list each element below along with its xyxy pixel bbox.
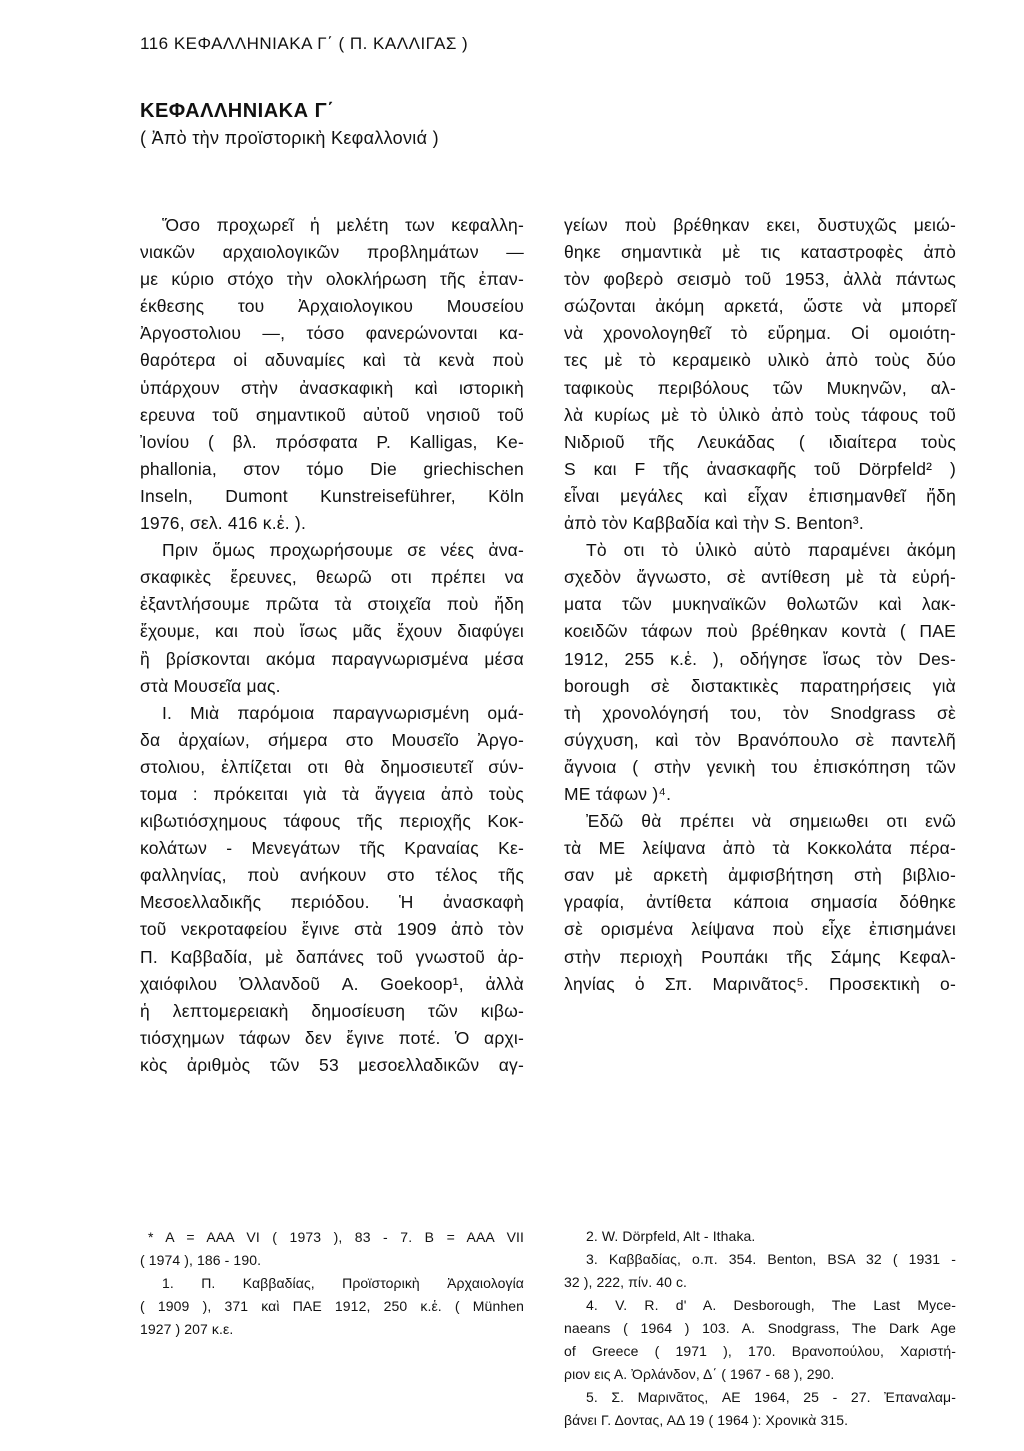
article-title: ΚΕΦΑΛΛΗΝΙΑΚΑ Γ΄: [140, 100, 335, 122]
footnotes-right: [564, 1225, 956, 1432]
text-line: ἀπὸ τὸν Καββαδία καὶ τὴν S. Benton³.: [564, 513, 864, 534]
footnote-line: 1. Π. Καββαδίας, Προϊστορικὴ Ἀρχαιολογία: [162, 1275, 524, 1291]
text-line: S και F τῆς ἀνασκαφῆς τοῦ Dörpfeld² ): [564, 458, 956, 479]
text-line: σκαφικὲς ἔρευνες, θεωρῶ οτι πρέπει να: [140, 567, 524, 588]
footnote-line: of Greece ( 1971 ), 170. Βρανοπούλου, Χαριστή-: [564, 1343, 956, 1359]
text-line: ΜΕ τάφων )⁴.: [564, 783, 672, 804]
text-line: σχεδὸν ἄγνωστο, σὲ αντίθεση μὲ τὰ εὑρή-: [564, 567, 956, 588]
text-line: ερευνα τοῦ σημαντικοῦ αὐτοῦ νησιοῦ τοῦ: [140, 404, 524, 425]
text-line: σὲ ορισμένα λείψανα ποὺ εἶχε ἐπισημάνει: [564, 919, 956, 940]
footnote-line: 32 ), 222, πίν. 40 c.: [564, 1274, 688, 1290]
text-line: στὴν περιοχὴ Ρουπάκι τῆς Σάμης Κεφαλ-: [564, 946, 956, 967]
text-line: Ἰονίου ( βλ. πρόσφατα P. Kalligas, Ke-: [140, 431, 524, 452]
text-line: κολάτων - Μενεγάτων τῆς Κραναίας Κε-: [140, 838, 524, 859]
text-line: τομα : πρόκειται γιὰ τὰ ἄγγεια ἀπὸ τοὺς: [140, 783, 524, 804]
text-line: γραφία, ἀντίθετα κάποια σημασία δόθηκε: [564, 892, 956, 913]
text-line: Ὅσο προχωρεῖ ἡ μελέτη των κεφαλλη-: [162, 215, 524, 235]
text-line: ἢ βρίσκονται ακόμα παραγνωρισμένα μέσα: [140, 648, 524, 669]
text-line: κιβωτιόσχημους τάφους τῆς περιοχῆς Κοκ-: [140, 811, 524, 832]
text-line: Ἀργοστολιου —, τόσο φανερώνονται κα-: [140, 323, 524, 344]
text-line: τιόσχημων τάφων δεν ἔγινε ποτέ. Ὁ αρχι-: [140, 1027, 524, 1048]
footnote-line: 5. Σ. Μαρινᾶτος, AE 1964, 25 - 27. Ἐπαναλαμ-: [586, 1389, 956, 1405]
left-column: [140, 212, 524, 1079]
text-line: Inseln, Dumont Kunstreiseführer, Köln: [140, 485, 524, 506]
text-line: borough σὲ διστακτικὲς παρατηρήσεις γιὰ: [564, 675, 956, 696]
footnote-line: 3. Καββαδίας, ο.π. 354. Benton, BSA 32 ( 1931 -: [586, 1251, 956, 1267]
text-line: ἔχουμε, και ποὺ ἴσως μᾶς ἔχουν διαφύγει: [140, 621, 524, 642]
text-line: σαν μὲ αρκετὴ ἀμφισβήτηση στὴ βιβλιο-: [564, 865, 956, 886]
text-line: ἡ λεπτομερειακὴ δημοσίευση τῶν κιβω-: [140, 1000, 524, 1021]
text-line: κοειδῶν τάφων ποὺ βρέθηκαν κοντὰ ( ΠΑΕ: [564, 621, 956, 642]
text-line: στὰ Μουσεῖα μας.: [140, 675, 281, 696]
text-line: Πριν ὅμως προχωρήσουμε σε νέες ἀνα-: [162, 540, 524, 561]
text-line: φαλληνίας, ποὺ ανήκουν στο τέλος τῆς: [140, 865, 524, 886]
text-line: τὰ ΜΕ λείψανα ἀπὸ τὰ Κοκκολάτα πέρα-: [564, 838, 956, 859]
running-head: 116 ΚΕΦΑΛΛΗΝΙΑΚΑ Γ΄ ( Π. ΚΑΛΛΙΓΑΣ ): [140, 34, 469, 53]
footnote-line: ( 1974 ), 186 - 190.: [140, 1252, 262, 1268]
text-line: Ἐδῶ θὰ πρέπει νὰ σημειωθει οτι ενῶ: [586, 811, 956, 832]
text-line: νὰ χρονολογηθεῖ τὸ εὕρημα. Οἱ ομοιότη-: [564, 323, 956, 344]
text-line: phallonia, στον τόμο Die griechischen: [140, 458, 524, 479]
text-line: τοῦ νεκροταφείου ἔγινε στὰ 1909 ἀπὸ τὸν: [140, 919, 524, 940]
text-line: ληνίας ὁ Σπ. Μαρινᾶτος⁵. Προσεκτικὴ ο-: [564, 973, 956, 994]
footnote-line: 1927 ) 207 κ.ε.: [140, 1321, 234, 1337]
text-line: εἶναι μεγάλες καὶ εἶχαν ἐπισημανθεῖ ἤδη: [564, 485, 956, 506]
footnote-line: naeans ( 1964 ) 103. A. Snodgrass, The Dark Age: [564, 1320, 956, 1336]
text-line: χαιόφιλου Ὀλλανδοῦ A. Goekoop¹, ἀλλὰ: [140, 973, 524, 994]
text-line: ὑπάρχουν στὴν ἀνασκαφικὴ καὶ ιστορικὴ: [140, 377, 524, 398]
footnote-line: ριον εις Α. Ὀρλάνδον, Δ΄ ( 1967 - 68 ), 290.: [564, 1366, 835, 1382]
article-subtitle: ( Ἀπὸ τὴν προϊστορικὴ Κεφαλλονιά ): [140, 128, 439, 148]
text-line: δα ἀρχαίων, σήμερα στο Μουσεῖο Ἀργο-: [140, 729, 524, 750]
footnote-line: ( 1909 ), 371 καὶ ΠΑΕ 1912, 250 κ.ἑ. ( Münhen: [140, 1298, 524, 1314]
text-line: ἐξαντλήσουμε πρῶτα τὰ στοιχεῖα ποὺ ἤδη: [140, 594, 524, 615]
footnote-line: βάνει Γ. Δοντας, ΑΔ 19 ( 1964 ): Χρονικὰ 315.: [564, 1412, 849, 1428]
text-line: ματα τῶν μυκηναϊκῶν θολωτῶν καὶ λακ-: [564, 594, 956, 615]
text-line: Μεσοελλαδικῆς περιόδου. Ἡ ἀνασκαφὴ: [140, 892, 524, 913]
text-line: Π. Καββαδία, μὲ δαπάνες τοῦ γνωστοῦ ἀρ-: [140, 946, 524, 967]
text-line: Τὸ οτι τὸ ὑλικὸ αὐτὸ παραμένει ἀκόμη: [586, 540, 956, 561]
footnote-line: * A = AAA VI ( 1973 ), 83 - 7. B = AAA VII: [148, 1229, 524, 1245]
text-line: θηκε σημαντικὰ μὲ τις καταστροφὲς ἀπὸ: [564, 242, 956, 263]
text-line: Νιδριοῦ τῆς Λευκάδας ( ιδιαίτερα τοὺς: [564, 431, 956, 452]
text-line: με κύριο στόχο τὴν ολοκλήρωση τῆς ἐπαν-: [140, 269, 524, 290]
text-line: θαρότερα οἱ αδυναμίες καὶ τὰ κενὰ ποὺ: [140, 350, 524, 371]
text-line: I. Μιὰ παρόμοια παραγνωρισμένη ομά-: [162, 702, 524, 723]
text-line: ταφικοὺς περιβόλους τῶν Μυκηνῶν, αλ-: [564, 377, 956, 398]
text-line: σώζονται ἀκόμη αρκετά, ὥστε νὰ μπορεῖ: [564, 296, 956, 317]
footnote-line: 4. V. R. d' A. Desborough, The Last Myce-: [586, 1297, 956, 1313]
footnote-line: 2. W. Dörpfeld, Alt - Ithaka.: [586, 1228, 756, 1244]
text-line: τὴ χρονολόγησή του, τὸν Snodgrass σὲ: [564, 702, 956, 723]
text-line: λὰ κυρίως μὲ τὸ ὑλικὸ ἀπὸ τοὺς τάφους τοῦ: [564, 404, 956, 425]
text-line: σύγχυση, καὶ τὸν Βρανόπουλο σὲ παντελῆ: [564, 729, 956, 750]
text-line: 1976, σελ. 416 κ.ἑ. ).: [140, 513, 307, 534]
text-line: κὸς ἀριθμὸς τῶν 53 μεσοελλαδικῶν αγ-: [140, 1054, 524, 1075]
text-line: έκθεσης του Ἀρχαιολογικου Μουσείου: [140, 296, 524, 317]
text-line: ἄγνοια ( στὴν γενικὴ του ἐπισκόπηση τῶν: [564, 756, 956, 777]
right-column: [564, 212, 956, 998]
text-line: στολιου, ἐλπίζεται οτι θὰ δημοσιευτεῖ σύν-: [140, 756, 524, 777]
text-line: 1912, 255 κ.ἑ. ), οδήγησε ἴσως τὸν Des-: [564, 648, 956, 669]
text-line: τες μὲ τὸ κεραμεικὸ υλικὸ ἀπὸ τοὺς δύο: [564, 350, 956, 371]
text-line: τὸν φοβερὸ σεισμὸ τοῦ 1953, ἀλλὰ πάντως: [564, 269, 956, 290]
text-line: γείων ποὺ βρέθηκαν εκει, δυστυχῶς μειώ-: [564, 215, 956, 235]
footnotes-left: [140, 1226, 524, 1341]
text-line: νιακῶν αρχαιολογικῶν προβλημάτων —: [140, 242, 524, 263]
